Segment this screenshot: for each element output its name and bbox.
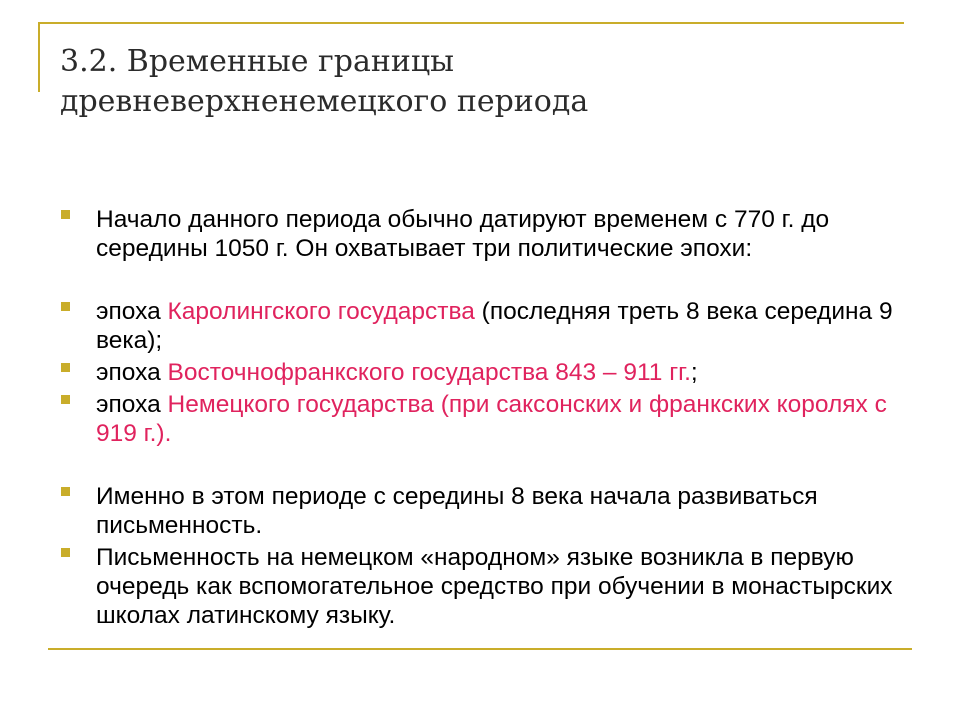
bullet-list (58, 205, 918, 630)
bullet-prefix: эпоха (96, 391, 168, 418)
bullet-item-vernacular-writing (58, 543, 918, 630)
bullet-highlight: Восточнофранкского государства 843 – 911 гг. (167, 359, 691, 386)
bullet-item-east-frankish-era (58, 358, 918, 387)
square-bullet-icon (61, 548, 70, 557)
slide-title-line-1: 3.2. Временные границы (60, 44, 454, 79)
square-bullet-icon (61, 210, 70, 219)
bullet-text: Начало данного периода обычно датируют временем с 770 г. до середины 1050 г. Он охватывает три политические эпохи: (96, 206, 830, 262)
bullet-highlight: Каролингского государства (167, 298, 475, 325)
bullet-item-german-state-era (58, 390, 918, 448)
bullet-item-writing-origin (58, 482, 918, 540)
bullet-item-carolingian-era (58, 297, 918, 355)
square-bullet-icon (61, 487, 70, 496)
square-bullet-icon (61, 363, 70, 372)
square-bullet-icon (61, 302, 70, 311)
bullet-prefix: эпоха (96, 359, 168, 386)
slide-title-line-2: древневерхненемецкого периода (60, 84, 589, 119)
slide-title (60, 42, 900, 122)
frame-top-rule (38, 22, 904, 24)
bullet-highlight: Немецкого государства (при саксонских и франкских королях с 919 г.). (96, 391, 887, 447)
frame-bottom-rule (48, 648, 912, 650)
frame-left-rule (38, 22, 40, 92)
bullet-prefix: эпоха (96, 298, 168, 325)
bullet-suffix: ; (690, 359, 698, 386)
bullet-text: Именно в этом периоде с середины 8 века начала развиваться письменность. (96, 483, 818, 539)
bullet-suffix: (последняя треть 8 века середина 9 века); (96, 298, 893, 354)
square-bullet-icon (61, 395, 70, 404)
bullet-text: Письменность на немецком «народном» языке возникла в первую очередь как вспомогательное средство при обучении в монастырских школах латинскому языку. (96, 544, 893, 629)
bullet-item-period-dates (58, 205, 918, 263)
